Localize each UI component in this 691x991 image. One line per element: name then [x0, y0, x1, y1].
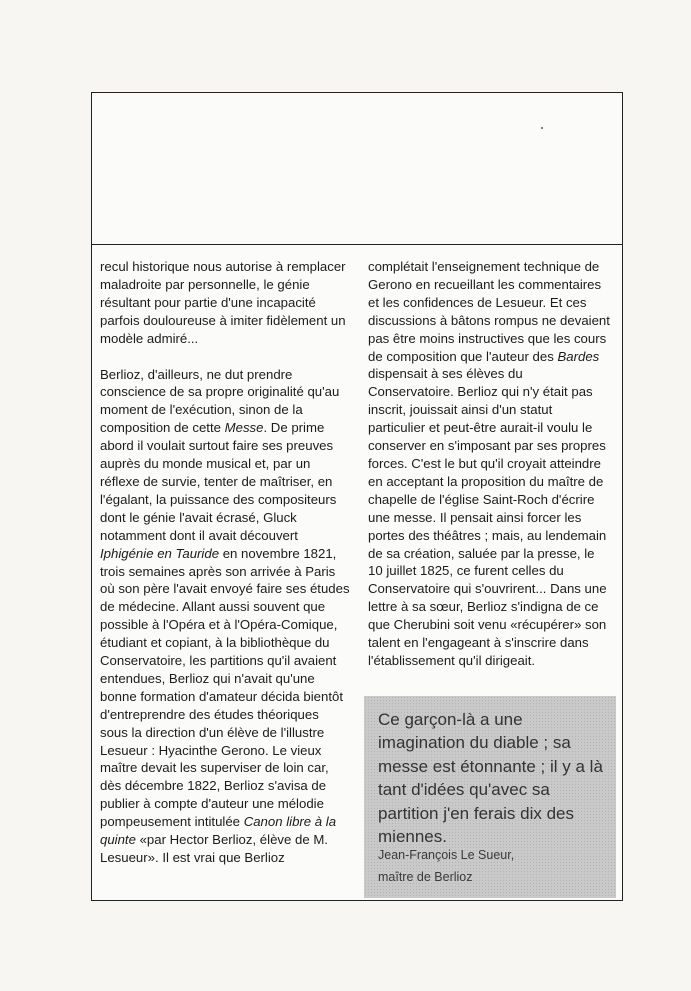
quote-author-role: maître de Berlioz — [378, 870, 473, 884]
quote-author-name: Jean-François Le Sueur, — [378, 848, 515, 862]
left-p2-part-b: . De prime abord il voulait surtout faire ses preuves auprès du monde musical et, par un réflexe de survie, tenter de maîtriser, en l'égalant, la puissance des compositeurs dont le génie l'avait écrasé, Gluck notamment dont il avait découvert — [100, 420, 337, 543]
pull-quote-attribution — [378, 844, 608, 888]
right-p1-part-a: complétait l'enseignement technique de Gerono en recueillant les commentaires et les confidences de Lesueur. Et ces discussions à bâtons rompus ne devaient pas être moins instructives que les cours de composition que l'auteur des — [368, 259, 610, 364]
title-iphigenie: Iphigénie en Tauride — [100, 545, 220, 561]
title-messe: Messe — [224, 420, 264, 436]
pull-quote-text: Ce garçon-là a une imagination du diable ; sa messe est étonnante ; il y a là tant d'idées qu'avec sa partition j'en ferais dix des miennes. — [378, 710, 603, 847]
title-canon-libre: Canon libre à la quinte — [100, 814, 337, 848]
left-p2-part-c: en novembre 1821, trois semaines après son arrivée à Paris où son père l'avait envoyé faire ses études de médecine. Allant aussi souvent que possible à l'Opéra et à l'Opéra-Comique, étudiant et copiant, à la bibliothèque du Conservatoire, les partitions qu'il avaient entendues, Berlioz qui n'avait qu'une bonne formation d'amateur décida bientôt d'entreprendre des études théoriques sous la direction d'un élève de l'illustre Lesueur : Hyacinthe Gerono. Le vieux maître devait les superviser de loin car, dès décembre 1822, Berlioz s'avisa de publier à compte d'auteur une mélodie pompeusement intitulée — [100, 545, 350, 830]
left-p2-part-a: Berlioz, d'ailleurs, ne dut prendre conscience de sa propre originalité qu'au moment de l'exécution, sinon de la composition de cette — [100, 366, 340, 436]
right-paragraph-1 — [368, 258, 610, 670]
speck — [541, 127, 543, 129]
left-paragraph-1: recul historique nous autorise à remplacer maladroite par personnelle, le génie résultant pour partie d'une incapacité parfois douloureuse à imiter fidèlement un modèle admiré... — [100, 259, 346, 346]
pull-quote-box — [364, 696, 616, 898]
right-column — [368, 258, 610, 670]
left-paragraph-2 — [100, 366, 350, 867]
left-column — [100, 258, 350, 867]
title-bardes: Bardes — [557, 348, 600, 364]
right-p1-part-b: dispensait à ses élèves du Conservatoire. Berlioz qui n'y était pas inscrit, jouissait ainsi d'un statut particulier et peut-être aurait-il voulu le conserver en s'imposant par ses propres forces. C'est le but qu'il croyait atteindre en acceptant la proposition du maître de chapelle de l'église Saint-Roch d'écrire une messe. Il pensait ainsi forcer les portes des théâtres ; mais, au lendemain de sa création, saluée par la presse, le 10 juillet 1825, ce furent celles du Conservatoire qui s'ouvrirent... Dans une lettre à sa sœur, Berlioz s'indigna de ce que Cherubini soit venu «récupérer» son talent en l'engageant à s'inscrire dans l'établissement qu'il dirigeait. — [368, 366, 607, 668]
header-divider — [91, 244, 623, 245]
left-p2-part-d: «par Hector Berlioz, élève de M. Lesueur». Il est vrai que Berlioz — [100, 832, 328, 865]
